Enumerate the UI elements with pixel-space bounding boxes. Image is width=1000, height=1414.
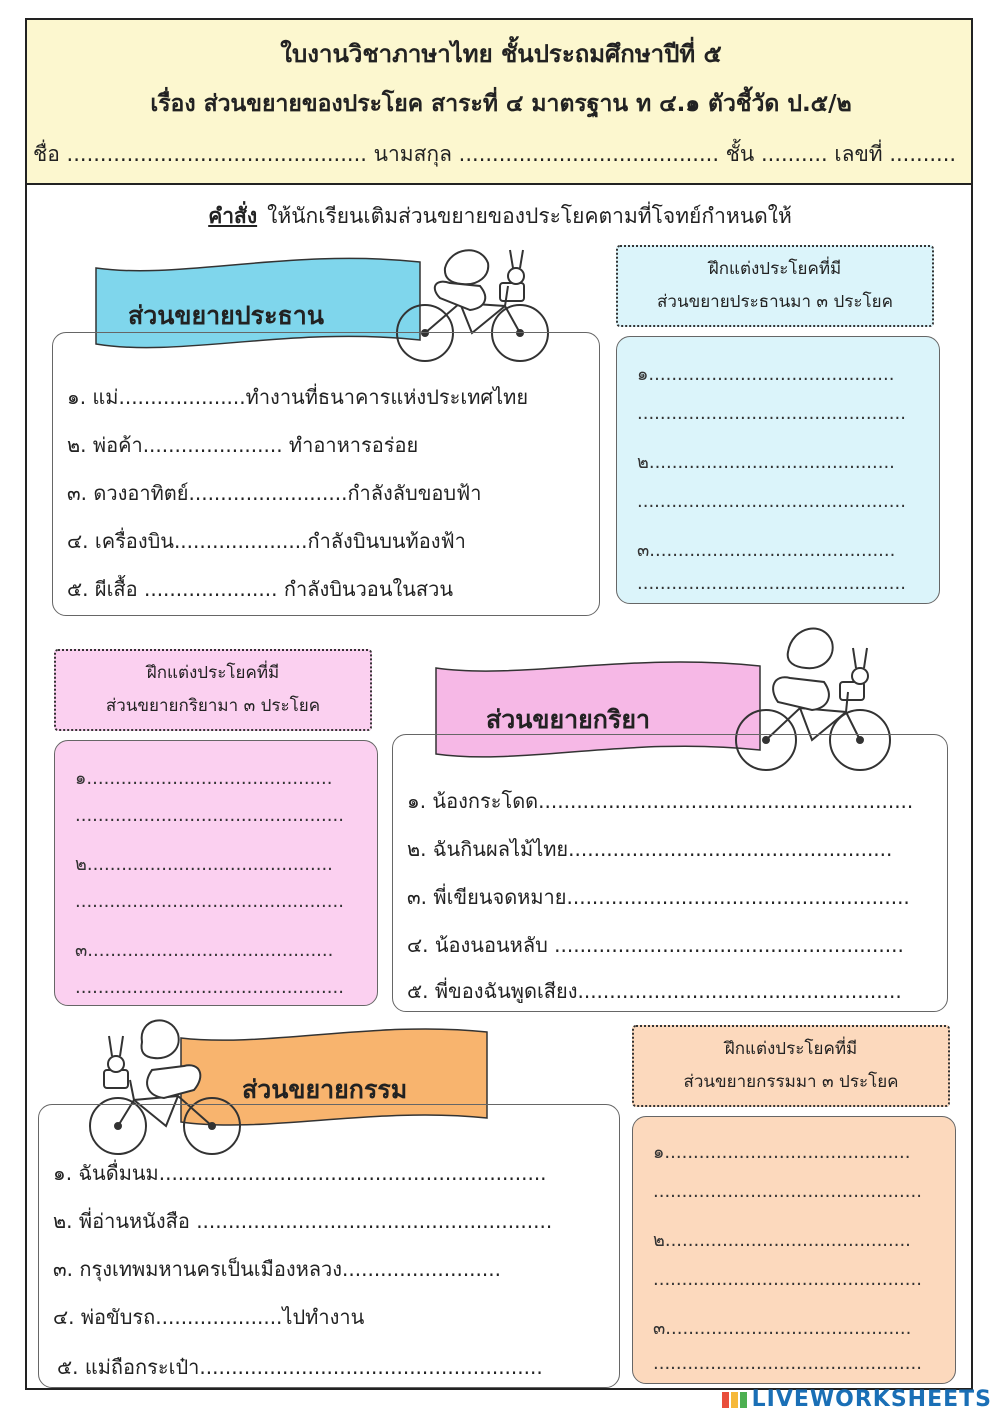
subject-practice-line-2[interactable]: ............................................... [637,403,906,424]
subject-practice-label-line-2: ส่วนขยายประธานมา ๓ ประโยค [657,292,893,312]
subject-item-1[interactable]: ๑. แม่....................ทำงานที่ธนาคารแห่งประเทศไทย [67,385,529,409]
verb-practice-line-1[interactable]: ๑........................................... [75,768,333,789]
subject-practice-line-3[interactable]: ๒........................................... [637,452,895,473]
verb-practice-line-6[interactable]: ............................................... [75,977,344,998]
object-practice-line-6[interactable]: ............................................... [653,1353,922,1374]
subject-item-4[interactable]: ๔. เครื่องบิน.....................กำลังบินบนท้องฟ้า [67,529,466,553]
object-practice-box [632,1116,956,1384]
instruction-keyword: คำสั่ง [208,204,258,228]
subject-practice-line-5[interactable]: ๓........................................... [637,540,896,561]
object-practice-line-4[interactable]: ............................................... [653,1269,922,1290]
subject-item-3[interactable]: ๓. ดวงอาทิตย์.........................กำลังลับขอบฟ้า [67,481,482,505]
student-info-line: ชื่อ ............................................. นามสกุล ....................................... ชั้น .......... เลขที่ .......... [33,142,957,166]
subject-section-title: ส่วนขยายประธาน [128,301,324,330]
verb-practice-line-4[interactable]: ............................................... [75,891,344,912]
object-item-1[interactable]: ๑. ฉันดื่มนม............................................................. [53,1161,547,1185]
verb-practice-label-line-1: ฝึกแต่งประโยคที่มี [146,663,280,683]
subject-practice-line-1[interactable]: ๑........................................... [637,364,895,385]
object-practice-label [632,1025,950,1107]
verb-item-1[interactable]: ๑. น้องกระโดด........................................................... [407,789,914,813]
verb-practice-label-line-2: ส่วนขยายกริยามา ๓ ประโยค [105,696,321,716]
subject-practice-box [616,336,940,604]
verb-item-2[interactable]: ๒. ฉันกินผลไม้ไทย................................................... [407,837,893,861]
liveworksheets-icon [722,1390,748,1410]
object-item-3[interactable]: ๓. กรุงเทพมหานครเป็นเมืองหลวง......................... [53,1257,501,1281]
worksheet-title: ใบงานวิชาภาษาไทย ชั้นประถมศึกษาปีที่ ๕ [280,40,722,68]
subject-practice-label-line-1: ฝึกแต่งประโยคที่มี [708,259,842,279]
subject-practice-label [616,245,934,327]
verb-item-4[interactable]: ๔. น้องนอนหลับ ....................................................... [407,933,904,957]
subject-exercise-box [52,332,600,616]
subject-item-2[interactable]: ๒. พ่อค้า...................... ทำอาหารอร่อย [67,433,419,457]
subject-practice-line-6[interactable]: ............................................... [637,573,906,594]
verb-item-5[interactable]: ๕. พี่ของฉันพูดเสียง................................................... [407,979,902,1003]
verb-exercise-box [392,734,948,1012]
liveworksheets-logo [722,1387,992,1412]
object-practice-line-2[interactable]: ............................................... [653,1181,922,1202]
object-practice-line-5[interactable]: ๓........................................... [653,1318,912,1339]
subject-practice-line-4[interactable]: ............................................... [637,491,906,512]
subject-item-5[interactable]: ๕. ผีเสื้อ ..................... กำลังบินวอนในสวน [67,577,454,601]
worksheet-subtitle: เรื่อง ส่วนขยายของประโยค สาระที่ ๔ มาตรฐาน ท ๔.๑ ตัวชี้วัด ป.๕/๒ [150,91,852,117]
object-item-4[interactable]: ๔. พ่อขับรถ....................ไปทำงาน [53,1305,365,1329]
verb-section-title: ส่วนขยายกริยา [486,705,651,734]
verb-practice-line-3[interactable]: ๒........................................... [75,854,333,875]
object-practice-label-line-2: ส่วนขยายกรรมมา ๓ ประโยค [683,1072,899,1092]
object-item-2[interactable]: ๒. พี่อ่านหนังสือ ........................................................ [53,1209,553,1233]
verb-practice-label [54,649,372,731]
object-practice-line-1[interactable]: ๑........................................... [653,1142,911,1163]
worksheet-header [25,18,973,185]
object-item-5[interactable]: ๕. แม่ถือกระเป๋า...................................................... [57,1355,543,1379]
verb-practice-line-5[interactable]: ๓........................................... [75,940,334,961]
object-practice-label-line-1: ฝึกแต่งประโยคที่มี [724,1039,858,1059]
liveworksheets-brand: LIVEWORKSHEETS [751,1387,992,1412]
verb-practice-line-2[interactable]: ............................................... [75,805,344,826]
object-practice-line-3[interactable]: ๒........................................... [653,1230,911,1251]
verb-item-3[interactable]: ๓. พี่เขียนจดหมาย...................................................... [407,885,910,909]
object-section-title: ส่วนขยายกรรม [242,1075,408,1104]
instruction-text: ให้นักเรียนเติมส่วนขยายของประโยคตามที่โจทย์กำหนดให้ [267,204,792,228]
verb-practice-box [54,740,378,1006]
object-exercise-box [38,1104,620,1388]
